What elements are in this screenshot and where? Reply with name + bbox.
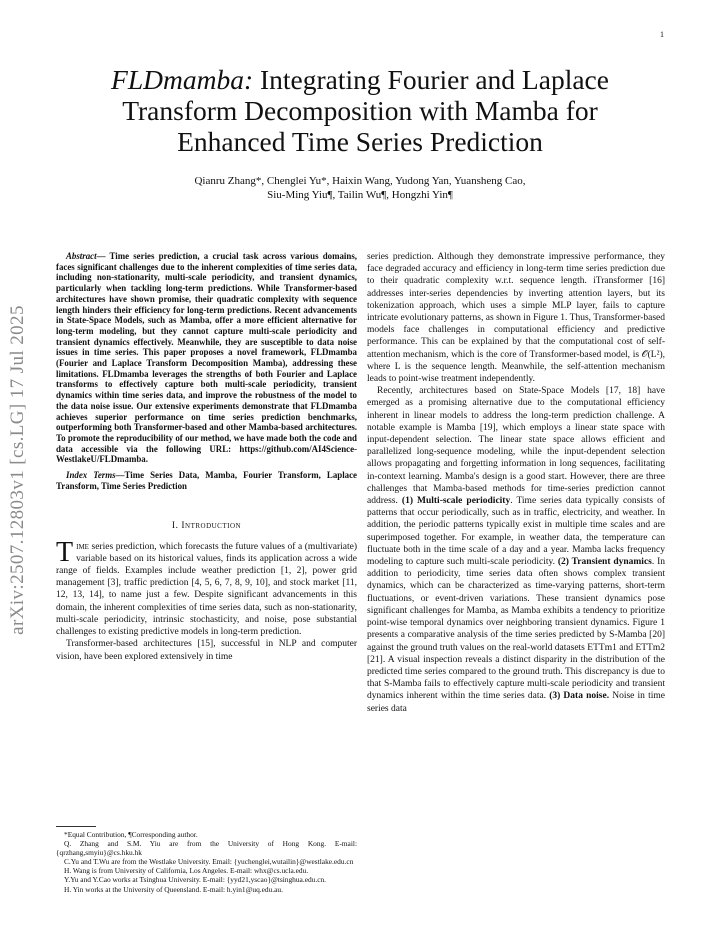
footnote: C.Yu and T.Wu are from the Westlake University. Email: {yuchenglei,wutailin}@westlake.edu.cn: [64, 857, 354, 867]
footnote: H. Wang is from University of California, Los Angeles. E-mail: whx@cs.ucla.edu.: [64, 866, 309, 876]
title-italic: FLDmamba:: [111, 64, 254, 95]
section-name: Introduction: [181, 521, 242, 532]
challenge-2: (2) Transient dynamics: [557, 557, 652, 568]
footnote: *Equal Contribution, ¶Corresponding author.: [64, 830, 198, 839]
arxiv-stamp-text: arXiv:2507.12803v1 [cs.LG] 17 Jul 2025: [7, 305, 28, 635]
index-terms-text: —Time Series Data, Mamba, Fourier Transform, Laplace Transform, Time Series Prediction: [56, 470, 358, 491]
challenge-3: (3) Data noise.: [549, 691, 610, 702]
footnote: Q. Zhang and S.M. Yiu are from the University of Hong Kong. E-mail: {qrzhang,smyiu}@cs.hku.hk: [56, 839, 357, 858]
abstract-lead: Abstract: [66, 251, 97, 261]
footnote: H. Yin works at the University of Queensland. E-mail: h.yin1@uq.edu.au.: [64, 884, 283, 894]
intro-p1-text: series prediction, which forecasts the future values of a (multivariate) variable based on its historical values, finds its application across a wide range of fields. Examples include weather prediction [1, 2], power grid management [3], traffic prediction [4, 5, 6, 7, 8, 9, 10], and stock market [11, 12, 13, 14], to name just a few. Despite significant advancements in this domain, the inherent complexities of time series data, such as non-stationarity, multi-scale periodicity, intrinsic stochasticity, and noise, pose substantial challenges to existing predictive models in long-term prediction.: [56, 541, 357, 638]
intro-paragraph-2: Transformer-based architectures [15], successful in NLP and computer vision, have been explored extensively in time: [56, 639, 357, 662]
authors-line2: Siu-Ming Yiu¶, Tailin Wu¶, Hongzhi Yin¶: [267, 189, 453, 201]
page-number: 1: [660, 30, 664, 39]
footnotes: [56, 830, 357, 894]
right-paragraph-1: series prediction. Although they demonstrate impressive performance, they face degraded accuracy and efficiency in long-term time series prediction due to their quadratic complexity w.r.t. sequence length. iTransformer [16] addresses inter-series dependencies by inverting attention layers, but its tokenization approach, which uses a simple MLP layer, fails to capture intricate evolutionary patterns, as shown in Figure 1. Thus, Transformer-based models face challenges in computational efficiency and predictive performance. This can be explained by that the computational cost of self-attention mechanism, which is the core of Transformer-based model, is 𝒪(L²), where L is the sequence length. Meanwhile, the self-attention mechanism leads to point-wise treatment independently.: [367, 252, 665, 385]
right-p2-a: Recently, architectures based on State-Space Models [17, 18] have emerged as a promising alternative due to the computational efficiency inherent in linear models to address the long-term prediction challenge. A notable example is Mamba [19], which employs a linear state space with input-dependent selection. The linear state space allows efficient and parallelized long-sequence modeling, while the input-dependent selection allows propagating and forgetting information in long sequences, facilitating in-context learning. Mamba's design is a good start. However, there are three challenges that Mamba-based methods for time-series prediction cannot address.: [367, 386, 665, 507]
right-paragraph-2: [367, 385, 665, 714]
index-terms-lead: Index Terms: [66, 470, 116, 481]
footnote: Y.Yu and Y.Cao works at Tsinghua University. E-mail: {yyd21,yscao}@tsinghua.edu.cn.: [64, 875, 327, 885]
right-p2-d: Noise in time series data: [367, 691, 665, 714]
right-column: [367, 251, 665, 715]
title-line2: Transform Decomposition with Mamba for: [122, 95, 598, 126]
arxiv-stamp: [6, 265, 30, 675]
author-list: [110, 174, 610, 202]
section-number: I.: [171, 521, 179, 532]
right-p2-c: . In addition to periodicity, time series data often shows complex transient dynamics, which can be characterized as time-varying patterns, short-term fluctuations, or event-driven variations. These transient dynamics pose significant challenges for Mamba, as Mamba exhibits a tendency to prioritize point-wise temporal dynamics over neighboring transient dynamics. Figure 1 presents a comparative analysis of the time series predicted by S-Mamba [20] against the ground truth values on the real-world datasets ETTm1 and ETTm2 [21]. A visual inspection reveals a distinct disparity in the distribution of the predicted time series compared to the ground truth. This discrepancy is due to that S-Mamba fails to effectively capture multi-scale periodicity and transient dynamics inherent within the time series data.: [367, 557, 665, 702]
abstract: [56, 251, 357, 465]
index-terms: [56, 470, 357, 491]
challenge-1: (1) Multi-scale periodicity: [401, 496, 511, 507]
intro-first-word: ime: [76, 541, 89, 552]
footnote-rule: [56, 826, 96, 827]
abstract-text: — Time series prediction, a crucial task across various domains, faces significant challenges due to the inherent complexities of time series data, including non-stationarity, multi-scale periodicity, and transient dynamics, particularly when tackling long-term predictions. While Transformer-based architectures have shown promise, their quadratic complexity with sequence length hinders their efficiency for long-term predictions. Recent advancements in State-Space Models, such as Mamba, offer a more efficient alternative for long-term modeling, but they cannot capture multi-scale periodicity and transient dynamics effectively. Meanwhile, they are susceptible to data noise issues in time series. This paper proposes a novel framework, FLDmamba (Fourier and Laplace Transform Decomposition Mamba), addressing these limitations. FLDmamba leverages the strengths of both Fourier and Laplace transforms to effectively capture both multi-scale periodicity, transient dynamics within time series data, and improve the robustness of the model to the data noise issue. Our extensive experiments demonstrate that FLDmamba achieves superior performance on time series prediction benchmarks, outperforming both Transformer-based and other Mamba-based architectures. To promote the reproducibility of our method, we have made both the code and data accessible via the following URL: https://github.com/AI4Science-WestlakeU/FLDmamba.: [56, 251, 357, 465]
title-line1: Integrating Fourier and Laplace: [253, 64, 609, 95]
title-line3: Enhanced Time Series Prediction: [177, 126, 543, 157]
authors-line1: Qianru Zhang*, Chenglei Yu*, Haixin Wang, Yudong Yan, Yuansheng Cao,: [194, 175, 526, 187]
right-p2-b: . Time series data typically consists of patterns that occur periodically, such as in traffic, electricity, and weather. In addition, the periodic patterns typically exist in multiple time scales and are superimposed together. For example, in weather data, the temperature can fluctuate both in the time scale of a day and a year. Mamba lacks frequency modeling to capture such multi-scale periodicity.: [367, 496, 665, 568]
left-column: [56, 251, 357, 663]
section-heading: [56, 520, 357, 532]
intro-paragraph-1: [56, 536, 357, 639]
drop-cap: T: [56, 536, 74, 568]
paper-title: [60, 64, 660, 157]
